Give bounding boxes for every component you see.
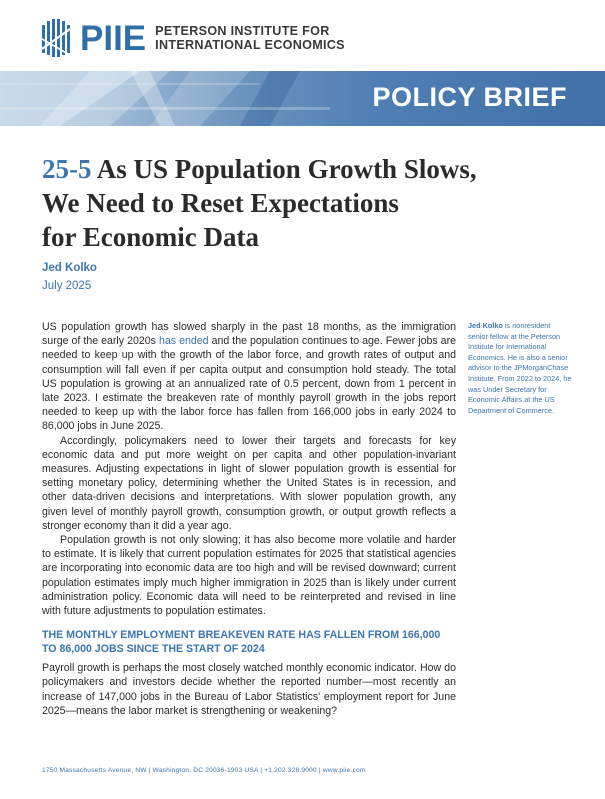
brief-number: 25-5	[42, 154, 92, 184]
author-bio	[468, 321, 572, 416]
article-body	[42, 320, 456, 718]
bio-author-name: Jed Kolko	[468, 321, 503, 330]
page-title	[42, 152, 482, 254]
publication-date: July 2025	[42, 280, 92, 292]
paragraph-1: US population growth has slowed sharply in the past 18 months, as the immigration surge of the early 2020s has ended and the population continues to age. Fewer jobs are needed to keep up with the growth of the labor force, and growth rates of output and consumption will fall even if per capita output and consumption hold steady. The total US population is growing at an annualized rate of 0.5 percent, down from 1 percent in late 2023. I estimate the breakeven rate of monthly payroll growth in the jobs report needed to keep up with the labor force has fallen from 166,000 jobs in early 2024 to 86,000 jobs in June 2025.	[42, 321, 456, 433]
paragraph-4: Payroll growth is perhaps the most closely watched monthly economic indicator. How do policymakers and investors decide whether the reported number—most recently an increase of 147,000 jobs in the Bureau of Labor Statistics' employment report for June 2025—means the labor market is strengthening or weakening?	[42, 662, 456, 717]
org-name	[155, 24, 345, 52]
piie-logo[interactable]	[42, 18, 345, 58]
title-line1: As US Population Growth Slows,	[96, 154, 477, 184]
section-heading: THE MONTHLY EMPLOYMENT BREAKEVEN RATE HAS FALLEN FROM 166,000 TO 86,000 JOBS SINCE THE START OF 2024	[42, 629, 441, 656]
piie-emblem-icon	[42, 19, 72, 57]
footer-contact: 1750 Massachusetts Avenue, NW | Washington, DC 20036-1903 USA | +1.202.328.9000 | www.piie.com	[42, 767, 366, 774]
banner-label: POLICY BRIEF	[372, 82, 567, 112]
author-name[interactable]: Jed Kolko	[42, 262, 97, 274]
has-ended-link[interactable]: has ended	[158, 335, 209, 348]
policy-brief-banner	[0, 71, 605, 126]
bio-text: is nonresident senior fellow at the Peterson Institute for International Economics. He is also a senior advisor to the JPMorganChase Institute. From 2022 to 2024, he was Under Secretary for Economic Affairs at the US Department of Commerce.	[468, 321, 572, 415]
org-name-line1: PETERSON INSTITUTE FOR	[155, 24, 330, 38]
org-name-line2: INTERNATIONAL ECONOMICS	[155, 38, 345, 52]
title-line3: for Economic Data	[42, 222, 259, 252]
logo-wordmark: PIIE	[80, 18, 147, 58]
title-line2: We Need to Reset Expectations	[42, 188, 399, 218]
paragraph-2: Accordingly, policymakers need to lower their targets and forecasts for key economic data and put more weight on per capita and other population-invariant measures. Adjusting expectations in light of slower population growth is essential for setting monetary policy, determining whether the United States is in recession, and other data-driven decisions and interpretations. With slower population growth, any given level of monthly payroll growth, consumption growth, or output growth reflects a stronger economy than it did a year ago.	[42, 434, 456, 532]
paragraph-3: Population growth is not only slowing; it has also become more volatile and harder to estimate. It is likely that current population estimates for 2025 that statistical agencies are incorporating into economic data are too high and will be revised downward; current population estimates imply much higher immigration in 2025 than is likely under current administration policy. Economic data will need to be reinterpreted and revised in line with future adjustments to population estimates.	[42, 534, 456, 618]
